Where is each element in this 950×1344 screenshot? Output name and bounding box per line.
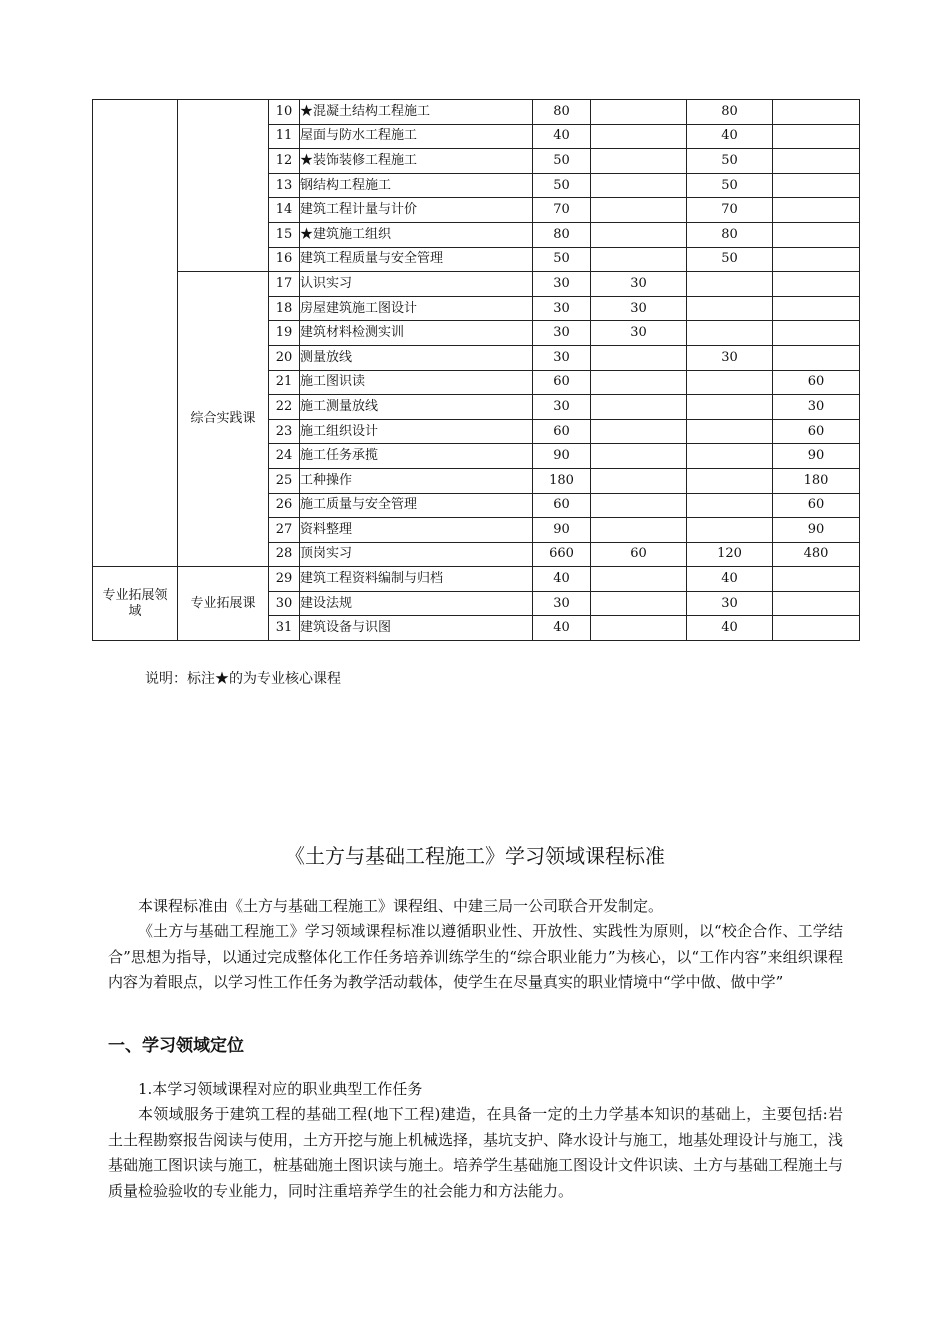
total-hours: 50 <box>533 247 591 272</box>
hours-col-3: 480 <box>773 542 860 567</box>
hours-col-2: 70 <box>687 198 773 223</box>
subheading: 1.本学习领域课程对应的职业典型工作任务 <box>138 1080 423 1098</box>
total-hours: 30 <box>533 345 591 370</box>
hours-col-1 <box>591 616 687 641</box>
row-number: 22 <box>269 395 300 420</box>
hours-col-1 <box>591 444 687 469</box>
row-number: 26 <box>269 493 300 518</box>
course-name: 施工测量放线 <box>300 395 533 420</box>
row-number: 27 <box>269 518 300 543</box>
hours-col-2 <box>687 296 773 321</box>
total-hours: 60 <box>533 419 591 444</box>
hours-col-1 <box>591 493 687 518</box>
course-name: 建筑工程资料编制与归档 <box>300 567 533 592</box>
total-hours: 60 <box>533 493 591 518</box>
hours-col-1 <box>591 518 687 543</box>
hours-col-1: 60 <box>591 542 687 567</box>
course-name: 建筑设备与识图 <box>300 616 533 641</box>
hours-col-1 <box>591 345 687 370</box>
total-hours: 30 <box>533 591 591 616</box>
hours-col-2: 40 <box>687 567 773 592</box>
hours-col-3 <box>773 222 860 247</box>
course-name: 工种操作 <box>300 468 533 493</box>
table-row <box>93 100 860 125</box>
category-practice: 综合实践课 <box>178 272 269 567</box>
section-heading: 一、学习领域定位 <box>108 1036 244 1056</box>
row-number: 14 <box>269 198 300 223</box>
course-name: 认识实习 <box>300 272 533 297</box>
hours-col-2 <box>687 444 773 469</box>
row-number: 20 <box>269 345 300 370</box>
hours-col-2 <box>687 468 773 493</box>
hours-col-1 <box>591 591 687 616</box>
course-name: ★建筑施工组织 <box>300 222 533 247</box>
hours-col-1: 30 <box>591 272 687 297</box>
row-number: 23 <box>269 419 300 444</box>
row-number: 15 <box>269 222 300 247</box>
hours-col-3 <box>773 616 860 641</box>
course-name: ★混凝土结构工程施工 <box>300 100 533 125</box>
hours-col-1 <box>591 468 687 493</box>
course-name: 资料整理 <box>300 518 533 543</box>
hours-col-3: 180 <box>773 468 860 493</box>
total-hours: 80 <box>533 222 591 247</box>
hours-col-1: 30 <box>591 296 687 321</box>
row-number: 10 <box>269 100 300 125</box>
hours-col-1 <box>591 100 687 125</box>
hours-col-3 <box>773 296 860 321</box>
total-hours: 60 <box>533 370 591 395</box>
total-hours: 90 <box>533 518 591 543</box>
row-number: 28 <box>269 542 300 567</box>
table-note: 说明：标注★的为专业核心课程 <box>145 671 341 687</box>
course-name: 施工图识读 <box>300 370 533 395</box>
hours-col-3: 60 <box>773 493 860 518</box>
hours-col-3 <box>773 124 860 149</box>
intro-paragraph-2: 《土方与基础工程施工》学习领域课程标准以遵循职业性、开放性、实践性为原则，以“校企合作、工学结合”思想为指导，以通过完成整体化工作任务培养训练学生的“综合职业能力”为核心，以“工作内容”来组织课程内容为着眼点，以学习性工作任务为教学活动载体，使学生在尽量真实的职业情境中“学中做、做中学” <box>108 922 843 991</box>
hours-col-1 <box>591 370 687 395</box>
total-hours: 30 <box>533 395 591 420</box>
hours-col-2: 80 <box>687 100 773 125</box>
total-hours: 40 <box>533 567 591 592</box>
course-name: 顶岗实习 <box>300 542 533 567</box>
hours-col-1 <box>591 247 687 272</box>
hours-col-2 <box>687 321 773 346</box>
course-name: 房屋建筑施工图设计 <box>300 296 533 321</box>
row-number: 13 <box>269 173 300 198</box>
intro-paragraph-1: 本课程标准由《土方与基础工程施工》课程组、中建三局一公司联合开发制定。 <box>138 897 664 915</box>
hours-col-2 <box>687 370 773 395</box>
total-hours: 30 <box>533 321 591 346</box>
domain-cell-blank <box>93 100 178 567</box>
total-hours: 30 <box>533 272 591 297</box>
course-name: ★装饰装修工程施工 <box>300 149 533 174</box>
hours-col-1 <box>591 173 687 198</box>
course-name: 施工质量与安全管理 <box>300 493 533 518</box>
row-number: 11 <box>269 124 300 149</box>
row-number: 29 <box>269 567 300 592</box>
category-extension: 专业拓展课 <box>178 567 269 641</box>
hours-col-3 <box>773 100 860 125</box>
hours-col-1 <box>591 149 687 174</box>
hours-col-1 <box>591 124 687 149</box>
course-name: 建筑工程质量与安全管理 <box>300 247 533 272</box>
category-cell-blank <box>178 100 269 272</box>
course-name: 屋面与防水工程施工 <box>300 124 533 149</box>
hours-col-3 <box>773 247 860 272</box>
course-name: 测量放线 <box>300 345 533 370</box>
course-name: 施工组织设计 <box>300 419 533 444</box>
hours-col-2 <box>687 395 773 420</box>
table-row <box>93 272 860 297</box>
row-number: 24 <box>269 444 300 469</box>
total-hours: 40 <box>533 616 591 641</box>
total-hours: 90 <box>533 444 591 469</box>
row-number: 12 <box>269 149 300 174</box>
course-name: 钢结构工程施工 <box>300 173 533 198</box>
hours-col-3 <box>773 149 860 174</box>
hours-col-3: 90 <box>773 518 860 543</box>
hours-col-1 <box>591 567 687 592</box>
row-number: 18 <box>269 296 300 321</box>
hours-col-3: 60 <box>773 370 860 395</box>
hours-col-2 <box>687 518 773 543</box>
hours-col-1: 30 <box>591 321 687 346</box>
course-name: 建筑材料检测实训 <box>300 321 533 346</box>
hours-col-1 <box>591 395 687 420</box>
total-hours: 660 <box>533 542 591 567</box>
row-number: 16 <box>269 247 300 272</box>
hours-col-3: 90 <box>773 444 860 469</box>
total-hours: 50 <box>533 149 591 174</box>
hours-col-2: 40 <box>687 616 773 641</box>
hours-col-1 <box>591 222 687 247</box>
hours-col-2: 50 <box>687 149 773 174</box>
hours-col-2: 80 <box>687 222 773 247</box>
hours-col-3 <box>773 321 860 346</box>
hours-col-2: 30 <box>687 591 773 616</box>
course-name: 建设法规 <box>300 591 533 616</box>
hours-col-3 <box>773 567 860 592</box>
hours-col-3 <box>773 272 860 297</box>
row-number: 25 <box>269 468 300 493</box>
course-name: 建筑工程计量与计价 <box>300 198 533 223</box>
row-number: 30 <box>269 591 300 616</box>
hours-col-2: 120 <box>687 542 773 567</box>
body-paragraph: 本领域服务于建筑工程的基础工程(地下工程)建造，在具备一定的土力学基本知识的基础上，主要包括:岩土土程勘察报告阅读与使用，土方开挖与施上机械选择，基坑支护、降水设计与施工，地基处理设计与施工，浅基础施工图识读与施工，桩基础施土图识读与施土。培养学生基础施工图设计文件识读、土方与基础工程施土与质量检验验收的专业能力，同时注重培养学生的社会能力和方法能力。 <box>108 1105 844 1200</box>
total-hours: 80 <box>533 100 591 125</box>
row-number: 31 <box>269 616 300 641</box>
hours-col-2 <box>687 272 773 297</box>
course-name: 施工任务承揽 <box>300 444 533 469</box>
hours-col-1 <box>591 419 687 444</box>
hours-col-3 <box>773 345 860 370</box>
row-number: 21 <box>269 370 300 395</box>
total-hours: 40 <box>533 124 591 149</box>
table-row <box>93 567 860 592</box>
total-hours: 30 <box>533 296 591 321</box>
page-title: 《土方与基础工程施工》学习领域课程标准 <box>285 844 665 868</box>
hours-col-1 <box>591 198 687 223</box>
total-hours: 180 <box>533 468 591 493</box>
hours-col-3 <box>773 591 860 616</box>
hours-col-2: 50 <box>687 173 773 198</box>
curriculum-table <box>92 99 860 641</box>
hours-col-2: 40 <box>687 124 773 149</box>
row-number: 19 <box>269 321 300 346</box>
hours-col-3: 60 <box>773 419 860 444</box>
hours-col-3: 30 <box>773 395 860 420</box>
domain-extension: 专业拓展领域 <box>93 567 178 641</box>
hours-col-2: 50 <box>687 247 773 272</box>
hours-col-2: 30 <box>687 345 773 370</box>
total-hours: 70 <box>533 198 591 223</box>
hours-col-3 <box>773 198 860 223</box>
hours-col-2 <box>687 419 773 444</box>
row-number: 17 <box>269 272 300 297</box>
total-hours: 50 <box>533 173 591 198</box>
hours-col-3 <box>773 173 860 198</box>
hours-col-2 <box>687 493 773 518</box>
